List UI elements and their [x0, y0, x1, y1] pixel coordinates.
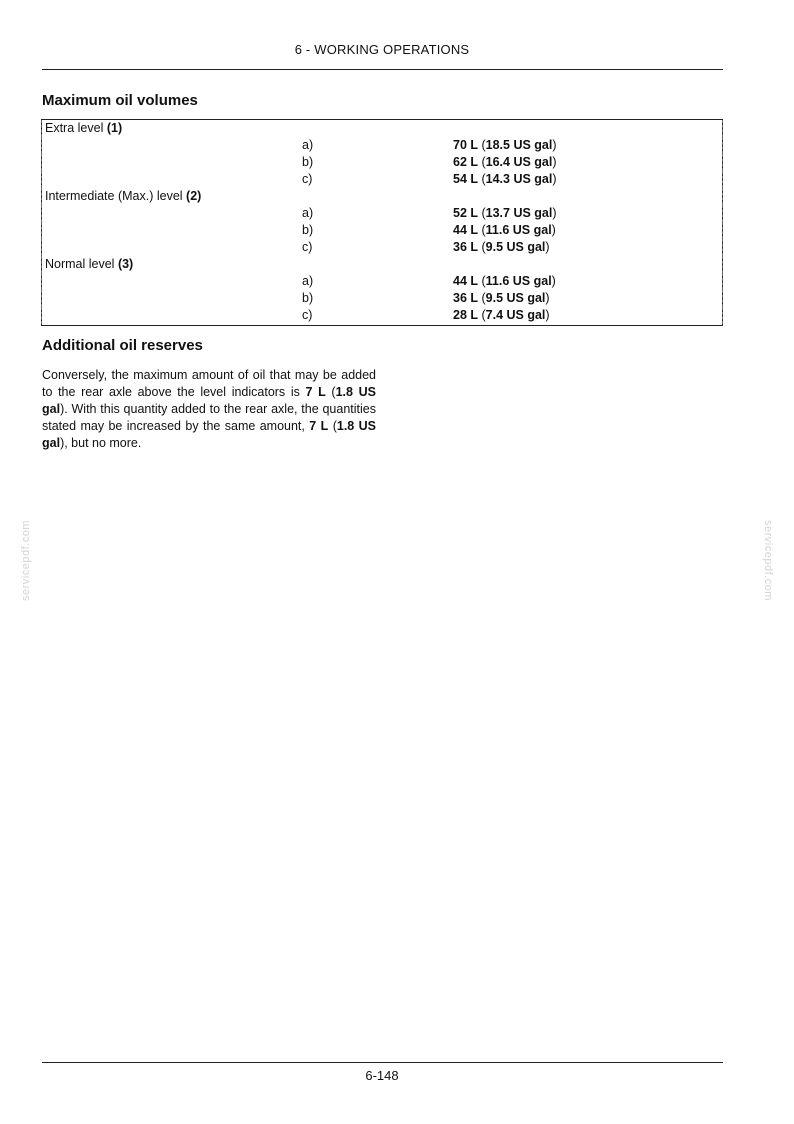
row-tick-right: [721, 171, 723, 188]
level-name: Extra level: [45, 121, 107, 135]
volume-liters: 36 L: [453, 240, 479, 254]
volume-row: [42, 154, 722, 171]
volume-paren: ): [552, 172, 557, 186]
para-text: ). With this quantity added to the rear axle, the quantities stated may be increased by the same amount,: [42, 402, 376, 433]
volume-liters: 44 L: [453, 223, 479, 237]
volume-paren: ): [545, 308, 550, 322]
volume-row: [42, 273, 722, 290]
volume-value: [453, 273, 556, 290]
row-tick-right: [721, 290, 723, 307]
para-value: 7 L: [309, 419, 329, 433]
row-tick-left: [41, 137, 43, 154]
row-tick-left: [41, 205, 43, 222]
volume-paren: (: [478, 223, 486, 237]
volume-paren: ): [551, 274, 556, 288]
level-label: [45, 188, 201, 205]
volume-liters: 62 L: [453, 155, 479, 169]
level-label: [45, 256, 133, 273]
variant-letter: c): [302, 308, 313, 322]
volume-paren: (: [478, 172, 486, 186]
volume-paren: (: [478, 206, 486, 220]
volume-liters: 70 L: [453, 138, 479, 152]
volume-usgal: 9.5 US gal: [485, 240, 546, 254]
variant-letter: c): [302, 240, 313, 254]
row-tick-left: [41, 273, 43, 290]
volume-row: [42, 205, 722, 222]
row-tick-left: [41, 120, 43, 137]
oil-volume-table: [41, 119, 723, 326]
volume-value: [453, 239, 550, 256]
volume-usgal: 16.4 US gal: [485, 155, 553, 169]
para-text: ), but no more.: [60, 436, 142, 450]
volume-liters: 44 L: [453, 274, 479, 288]
additional-oil-paragraph: [42, 367, 376, 452]
volume-paren: ): [552, 155, 557, 169]
volume-usgal: 14.3 US gal: [485, 172, 553, 186]
variant-letter: b): [302, 223, 314, 237]
volume-row: [42, 290, 722, 307]
volume-paren: ): [551, 223, 556, 237]
row-tick-right: [721, 188, 723, 205]
para-value: 7 L: [305, 385, 326, 399]
variant-letter: b): [302, 155, 314, 169]
para-value: 1.8 US gal: [42, 419, 377, 450]
volume-usgal: 13.7 US gal: [485, 206, 553, 220]
row-tick-left: [41, 154, 43, 171]
level-group-row: [42, 120, 722, 137]
volume-paren: (: [478, 274, 486, 288]
row-tick-right: [721, 120, 723, 137]
volume-value: [453, 171, 557, 188]
watermark-left: servicepdf.com: [20, 520, 32, 601]
para-text: (: [325, 385, 336, 399]
page-header-title: 6 - WORKING OPERATIONS: [294, 42, 470, 57]
volume-liters: 36 L: [453, 291, 479, 305]
row-tick-right: [721, 205, 723, 222]
level-name: Intermediate (Max.) level: [45, 189, 187, 203]
variant-letter: a): [302, 138, 314, 152]
level-name: Normal level: [45, 257, 118, 271]
volume-value: [453, 154, 557, 171]
section-heading-max-oil: Maximum oil volumes: [42, 92, 198, 109]
para-text: (: [328, 419, 337, 433]
page-number: 6-148: [365, 1068, 399, 1083]
section-heading-additional-oil: Additional oil reserves: [42, 337, 203, 354]
volume-paren: ): [552, 206, 557, 220]
row-tick-right: [721, 239, 723, 256]
volume-paren: ): [552, 138, 557, 152]
row-tick-left: [41, 171, 43, 188]
volume-paren: (: [478, 291, 486, 305]
volume-liters: 52 L: [453, 206, 479, 220]
row-tick-right: [721, 222, 723, 239]
level-group-row: [42, 188, 722, 205]
level-number: (3): [117, 257, 134, 271]
volume-paren: ): [545, 291, 550, 305]
variant-letter: b): [302, 291, 314, 305]
row-tick-right: [721, 256, 723, 273]
level-number: (1): [106, 121, 123, 135]
para-text: Conversely, the maximum amount of oil that may be added to the rear axle above the level indicators is: [42, 368, 376, 399]
volume-paren: ): [545, 240, 550, 254]
level-label: [45, 120, 122, 137]
row-tick-right: [721, 307, 723, 324]
para-value: 1.8 US gal: [42, 385, 377, 416]
volume-value: [453, 307, 550, 324]
volume-liters: 28 L: [453, 308, 479, 322]
level-number: (2): [186, 189, 202, 203]
row-tick-right: [721, 273, 723, 290]
row-tick-left: [41, 239, 43, 256]
volume-liters: 54 L: [453, 172, 479, 186]
variant-letter: c): [302, 172, 313, 186]
volume-value: [453, 222, 556, 239]
volume-row: [42, 307, 722, 324]
volume-paren: (: [478, 240, 486, 254]
row-tick-right: [721, 154, 723, 171]
volume-paren: (: [478, 155, 486, 169]
level-group-row: [42, 256, 722, 273]
volume-row: [42, 239, 722, 256]
row-tick-left: [41, 222, 43, 239]
variant-letter: a): [302, 274, 314, 288]
volume-paren: (: [478, 138, 486, 152]
row-tick-left: [41, 188, 43, 205]
watermark-right: servicepdf.com: [762, 520, 774, 601]
volume-usgal: 11.6 US gal: [485, 223, 552, 237]
row-tick-left: [41, 307, 43, 324]
volume-value: [453, 205, 557, 222]
volume-paren: (: [478, 308, 486, 322]
volume-usgal: 9.5 US gal: [485, 291, 546, 305]
volume-row: [42, 171, 722, 188]
row-tick-right: [721, 137, 723, 154]
volume-value: [453, 290, 550, 307]
volume-usgal: 11.6 US gal: [485, 274, 552, 288]
volume-row: [42, 137, 722, 154]
volume-value: [453, 137, 557, 154]
row-tick-left: [41, 256, 43, 273]
row-tick-left: [41, 290, 43, 307]
variant-letter: a): [302, 206, 314, 220]
volume-row: [42, 222, 722, 239]
header-rule: [42, 69, 723, 70]
footer-rule: [42, 1062, 723, 1063]
volume-usgal: 7.4 US gal: [485, 308, 546, 322]
volume-usgal: 18.5 US gal: [485, 138, 553, 152]
